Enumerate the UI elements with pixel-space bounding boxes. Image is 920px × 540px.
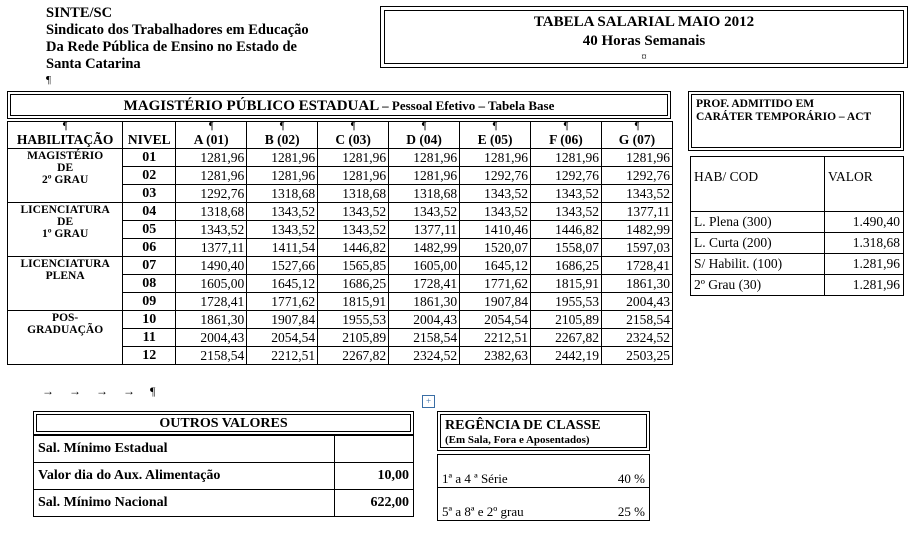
outros-label[interactable]: Sal. Mínimo Estadual (34, 436, 335, 463)
table-row (8, 149, 673, 167)
habilitacao-label-line: POS- (52, 312, 79, 324)
salary-cell-e[interactable]: 2054,54 (460, 311, 531, 329)
salary-table-body (8, 149, 673, 365)
main-table-title-box: MAGISTÉRIO PÚBLICO ESTADUAL – Pessoal Efetivo – Tabela Base (7, 91, 671, 119)
salary-cell-e[interactable]: 1907,84 (460, 293, 531, 311)
salary-cell-d[interactable]: 1728,41 (389, 275, 460, 293)
salary-cell-b[interactable]: 1411,54 (247, 239, 318, 257)
salary-cell-d[interactable]: 2324,52 (389, 347, 460, 365)
salary-cell-f[interactable]: 1815,91 (531, 275, 602, 293)
hab-row (691, 254, 904, 275)
salary-cell-b[interactable]: 1343,52 (247, 203, 318, 221)
salary-cell-g[interactable]: 1343,52 (601, 185, 672, 203)
salary-cell-c[interactable]: 2105,89 (318, 329, 389, 347)
salary-cell-b[interactable]: 1318,68 (247, 185, 318, 203)
salary-cell-e[interactable]: 1645,12 (460, 257, 531, 275)
nivel-cell[interactable]: 06 (123, 239, 176, 257)
salary-table (7, 121, 673, 365)
salary-cell-b[interactable]: 1281,96 (247, 149, 318, 167)
salary-cell-b[interactable]: 1527,66 (247, 257, 318, 275)
salary-cell-e[interactable]: 1410,46 (460, 221, 531, 239)
outros-row (34, 490, 414, 517)
salary-cell-g[interactable]: 2503,25 (601, 347, 672, 365)
salary-cell-f[interactable]: 1281,96 (531, 149, 602, 167)
salary-cell-d[interactable]: 1605,00 (389, 257, 460, 275)
paragraph-mark: ¶ (46, 74, 51, 86)
header-col-c[interactable]: ¶ C (03) (318, 122, 389, 149)
hab-row (691, 275, 904, 296)
salary-cell-a[interactable]: 1292,76 (176, 185, 247, 203)
hab-header-hab[interactable]: HAB/ COD (691, 157, 825, 212)
salary-cell-d[interactable]: 1343,52 (389, 203, 460, 221)
salary-cell-a[interactable]: 1605,00 (176, 275, 247, 293)
salary-cell-f[interactable]: 1292,76 (531, 167, 602, 185)
nivel-cell[interactable]: 11 (123, 329, 176, 347)
habilitacao-label-line: 1º GRAU (42, 228, 89, 240)
salary-cell-f[interactable]: 1343,52 (531, 203, 602, 221)
nivel-cell[interactable]: 05 (123, 221, 176, 239)
hab-header-row (691, 157, 904, 212)
salary-cell-e[interactable]: 1343,52 (460, 185, 531, 203)
nivel-cell[interactable]: 08 (123, 275, 176, 293)
tab-marks-line: → → → → ¶ (42, 384, 162, 398)
regencia-subtitle[interactable]: (Em Sala, Fora e Aposentados) (445, 434, 590, 446)
habilitacao-label-line: DE (57, 216, 74, 228)
salary-cell-a[interactable]: 1318,68 (176, 203, 247, 221)
salary-cell-f[interactable]: 1343,52 (531, 185, 602, 203)
nivel-cell[interactable]: 07 (123, 257, 176, 275)
habilitacao-label-line: 2º GRAU (42, 174, 89, 186)
nivel-cell[interactable]: 12 (123, 347, 176, 365)
salary-cell-e[interactable]: 1343,52 (460, 203, 531, 221)
salary-cell-a[interactable]: 1281,96 (176, 149, 247, 167)
salary-cell-g[interactable]: 1728,41 (601, 257, 672, 275)
hab-value-cell[interactable]: 1.281,96 (825, 275, 904, 296)
regencia-cell[interactable] (438, 455, 650, 488)
table-row (8, 257, 673, 275)
salary-cell-f[interactable]: 2267,82 (531, 329, 602, 347)
hab-value-table (690, 156, 904, 296)
hab-cell[interactable]: L. Curta (200) (691, 233, 825, 254)
salary-cell-a[interactable]: 2158,54 (176, 347, 247, 365)
union-header (46, 5, 309, 73)
regencia-row (438, 488, 650, 521)
salary-cell-f[interactable]: 2442,19 (531, 347, 602, 365)
salary-cell-f[interactable]: 1558,07 (531, 239, 602, 257)
hab-cell[interactable]: L. Plena (300) (691, 212, 825, 233)
salary-cell-g[interactable]: 1292,76 (601, 167, 672, 185)
header-col-a[interactable]: ¶ A (01) (176, 122, 247, 149)
regencia-row (438, 455, 650, 488)
salary-cell-a[interactable]: 1343,52 (176, 221, 247, 239)
outros-title-box (33, 411, 414, 435)
salary-cell-g[interactable]: 1861,30 (601, 275, 672, 293)
salary-cell-b[interactable]: 1771,62 (247, 293, 318, 311)
salary-cell-d[interactable]: 1318,68 (389, 185, 460, 203)
union-name-line-2: Da Rede Pública de Ensino no Estado de (46, 39, 297, 55)
salary-cell-f[interactable]: 1446,82 (531, 221, 602, 239)
salary-cell-d[interactable]: 2004,43 (389, 311, 460, 329)
salary-cell-c[interactable]: 2267,82 (318, 347, 389, 365)
header-col-d[interactable]: ¶ D (04) (389, 122, 460, 149)
habilitacao-label-line: LICENCIATURA (20, 204, 110, 216)
outros-label[interactable]: Valor dia do Aux. Alimentação (34, 463, 335, 490)
regencia-cell[interactable] (438, 488, 650, 521)
salary-cell-d[interactable]: 1377,11 (389, 221, 460, 239)
salary-cell-c[interactable]: 1318,68 (318, 185, 389, 203)
salary-cell-d[interactable]: 1482,99 (389, 239, 460, 257)
title-box (380, 6, 908, 68)
regencia-label: 1ª a 4 ª Série (442, 471, 508, 486)
salary-cell-a[interactable]: 1728,41 (176, 293, 247, 311)
habilitacao-group-cell[interactable] (8, 203, 123, 257)
salary-cell-b[interactable]: 1281,96 (247, 167, 318, 185)
habilitacao-label-line: MAGISTÉRIO (27, 150, 104, 162)
hab-value-cell[interactable]: 1.318,68 (825, 233, 904, 254)
title-line-2[interactable]: 40 Horas Semanais (582, 33, 706, 49)
habilitacao-label-line: DE (57, 162, 74, 174)
regencia-value: 40 % (617, 471, 645, 486)
outros-value[interactable] (335, 436, 414, 463)
regencia-label: 5ª a 8ª e 2º grau (442, 504, 524, 519)
salary-cell-e[interactable]: 1281,96 (460, 149, 531, 167)
hab-cell[interactable]: S/ Habilit. (100) (691, 254, 825, 275)
salary-cell-a[interactable]: 1861,30 (176, 311, 247, 329)
salary-cell-d[interactable]: 1281,96 (389, 149, 460, 167)
salary-cell-g[interactable]: 1597,03 (601, 239, 672, 257)
salary-cell-b[interactable]: 1645,12 (247, 275, 318, 293)
salary-cell-c[interactable]: 1281,96 (318, 167, 389, 185)
main-table-subtitle[interactable]: Pessoal Efetivo – Tabela Base (391, 98, 555, 113)
salary-table-header-row (8, 122, 673, 149)
act-line-2[interactable]: CARÁTER TEMPORÁRIO – ACT (696, 111, 872, 123)
salary-cell-f[interactable]: 1955,53 (531, 293, 602, 311)
salary-cell-d[interactable]: 1281,96 (389, 167, 460, 185)
nivel-cell[interactable]: 03 (123, 185, 176, 203)
regencia-table (437, 454, 650, 521)
outros-value[interactable]: 10,00 (335, 463, 414, 490)
nivel-cell[interactable]: 02 (123, 167, 176, 185)
salary-cell-d[interactable]: 2158,54 (389, 329, 460, 347)
cell-end-mark: ¤ (641, 51, 647, 63)
salary-cell-c[interactable]: 1343,52 (318, 221, 389, 239)
table-row (8, 203, 673, 221)
nivel-cell[interactable]: 09 (123, 293, 176, 311)
salary-cell-c[interactable]: 1815,91 (318, 293, 389, 311)
salary-cell-b[interactable]: 2212,51 (247, 347, 318, 365)
salary-cell-a[interactable]: 2004,43 (176, 329, 247, 347)
hab-cell[interactable]: 2º Grau (30) (691, 275, 825, 296)
salary-cell-d[interactable]: 1861,30 (389, 293, 460, 311)
salary-cell-g[interactable]: 2004,43 (601, 293, 672, 311)
salary-cell-g[interactable]: 2324,52 (601, 329, 672, 347)
nivel-cell[interactable]: 10 (123, 311, 176, 329)
salary-cell-c[interactable]: 1955,53 (318, 311, 389, 329)
salary-cell-c[interactable]: 1281,96 (318, 149, 389, 167)
salary-cell-f[interactable]: 2105,89 (531, 311, 602, 329)
header-col-e[interactable]: ¶ E (05) (460, 122, 531, 149)
habilitacao-label-line: LICENCIATURA (20, 258, 110, 270)
outros-label[interactable]: Sal. Mínimo Nacional (34, 490, 335, 517)
table-row (8, 311, 673, 329)
nivel-cell[interactable]: 04 (123, 203, 176, 221)
hab-value-cell[interactable]: 1.490,40 (825, 212, 904, 233)
hab-value-cell[interactable]: 1.281,96 (825, 254, 904, 275)
salary-cell-a[interactable]: 1281,96 (176, 167, 247, 185)
outros-row (34, 463, 414, 490)
header-col-g[interactable]: ¶ G (07) (601, 122, 672, 149)
union-name-line-3: Santa Catarina (46, 56, 141, 72)
salary-cell-b[interactable]: 2054,54 (247, 329, 318, 347)
header-col-b[interactable]: ¶ B (02) (247, 122, 318, 149)
salary-cell-c[interactable]: 1565,85 (318, 257, 389, 275)
salary-cell-a[interactable]: 1377,11 (176, 239, 247, 257)
salary-cell-c[interactable]: 1686,25 (318, 275, 389, 293)
salary-cell-c[interactable]: 1343,52 (318, 203, 389, 221)
outros-row (34, 436, 414, 463)
act-box (688, 91, 904, 151)
hab-header-valor[interactable]: VALOR (825, 157, 904, 212)
salary-cell-g[interactable]: 1377,11 (601, 203, 672, 221)
salary-cell-b[interactable]: 1343,52 (247, 221, 318, 239)
salary-cell-g[interactable]: 1482,99 (601, 221, 672, 239)
hab-row (691, 212, 904, 233)
habilitacao-group-cell[interactable] (8, 257, 123, 311)
salary-cell-c[interactable]: 1446,82 (318, 239, 389, 257)
main-table-title[interactable]: MAGISTÉRIO PÚBLICO ESTADUAL (123, 98, 379, 114)
habilitacao-label-line: PLENA (45, 270, 85, 282)
habilitacao-group-cell[interactable] (8, 311, 123, 365)
move-handle-icon[interactable]: + (422, 395, 435, 408)
salary-cell-g[interactable]: 1281,96 (601, 149, 672, 167)
outros-value[interactable]: 622,00 (335, 490, 414, 517)
salary-cell-e[interactable]: 1520,07 (460, 239, 531, 257)
salary-cell-e[interactable]: 2382,63 (460, 347, 531, 365)
regencia-title[interactable]: REGÊNCIA DE CLASSE (445, 418, 601, 433)
union-short-name: SINTE/SC (46, 5, 113, 21)
salary-cell-e[interactable]: 1292,76 (460, 167, 531, 185)
union-name-line-1: Sindicato dos Trabalhadores em Educação (46, 22, 309, 38)
title-line-1[interactable]: TABELA SALARIAL MAIO 2012 (533, 14, 755, 30)
habilitacao-label-line: GRADUAÇÃO (27, 324, 104, 336)
header-col-f[interactable]: ¶ F (06) (531, 122, 602, 149)
header-nivel[interactable]: NIVEL (123, 122, 176, 149)
salary-cell-b[interactable]: 1907,84 (247, 311, 318, 329)
outros-title[interactable]: OUTROS VALORES (36, 414, 411, 432)
nivel-cell[interactable]: 01 (123, 149, 176, 167)
act-line-1[interactable]: PROF. ADMITIDO EM (696, 98, 815, 110)
hab-row (691, 233, 904, 254)
salary-cell-f[interactable]: 1686,25 (531, 257, 602, 275)
regencia-title-box (437, 411, 650, 451)
header-habilitacao[interactable]: ¶ HABILITAÇÃO (8, 122, 123, 149)
salary-cell-e[interactable]: 1771,62 (460, 275, 531, 293)
salary-cell-a[interactable]: 1490,40 (176, 257, 247, 275)
regencia-value: 25 % (617, 504, 645, 519)
habilitacao-group-cell[interactable] (8, 149, 123, 203)
salary-cell-e[interactable]: 2212,51 (460, 329, 531, 347)
salary-cell-g[interactable]: 2158,54 (601, 311, 672, 329)
outros-table (33, 435, 414, 517)
